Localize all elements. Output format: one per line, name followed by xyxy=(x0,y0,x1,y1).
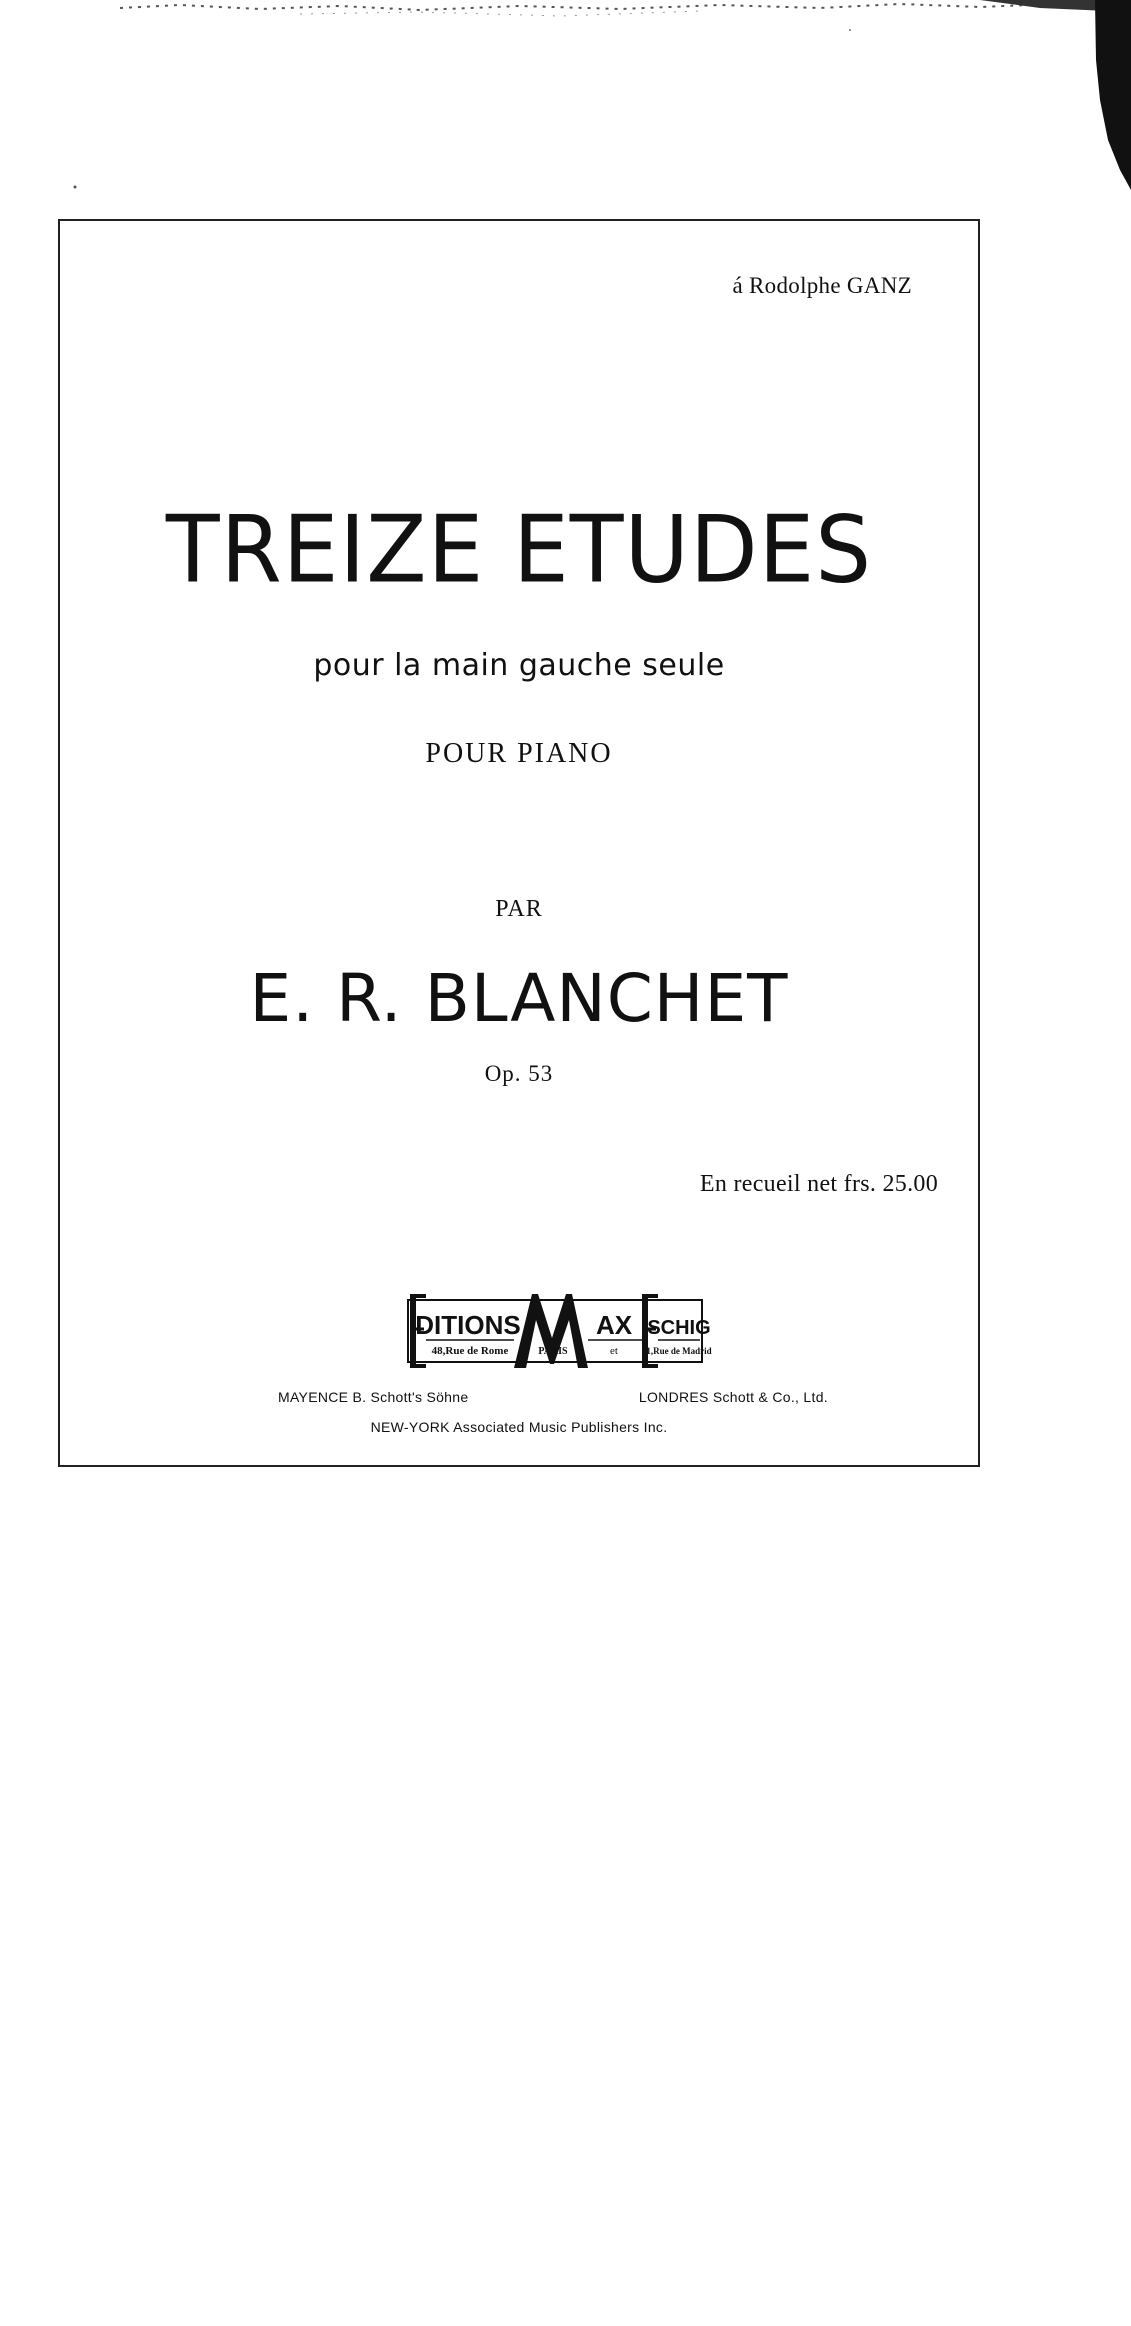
instrument-label: POUR PIANO xyxy=(425,738,613,769)
logo-word-editions: DITIONS xyxy=(415,1310,521,1340)
by-label: PAR xyxy=(495,896,543,922)
opus-number: Op. 53 xyxy=(484,1061,554,1086)
logo-address-left: 48,Rue de Rome xyxy=(431,1345,509,1357)
editions-max-eschig-logo xyxy=(406,1292,712,1370)
publisher-mayence: MAYENCE B. Schott's Söhne xyxy=(278,1389,469,1405)
scan-artifact-top xyxy=(0,0,1131,200)
work-title: TREIZE ETUDES xyxy=(165,495,873,604)
publisher-logo xyxy=(406,1292,712,1370)
publisher-londres: LONDRES Schott & Co., Ltd. xyxy=(638,1389,828,1405)
price-line: En recueil net frs. 25.00 xyxy=(699,1171,938,1197)
composer-name: E. R. BLANCHET xyxy=(249,960,789,1037)
logo-word-max: AX xyxy=(595,1310,633,1340)
logo-city: PARIS xyxy=(538,1346,568,1357)
publisher-new-york: NEW-YORK Associated Music Publishers Inc. xyxy=(370,1419,668,1435)
logo-word-eschig: SCHIG xyxy=(647,1317,711,1339)
dedication: á Rodolphe GANZ xyxy=(732,273,912,298)
logo-address-et: et xyxy=(610,1345,618,1357)
title-page-frame xyxy=(58,219,980,1467)
publishers-row xyxy=(278,1389,828,1405)
work-subtitle: pour la main gauche seule xyxy=(313,648,725,683)
logo-address-right: 1,Rue de Madrid xyxy=(646,1346,712,1356)
